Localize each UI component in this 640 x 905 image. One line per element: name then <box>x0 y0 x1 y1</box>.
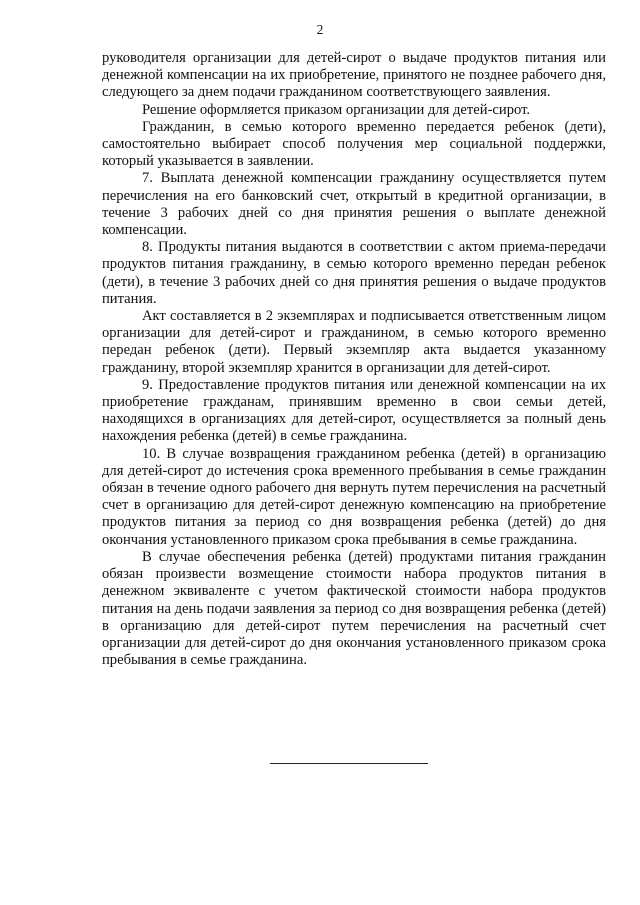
paragraph-citizen-choice: Гражданин, в семью которого временно передается ребенок (дети), самостоятельно выбирает способ получения мер социальной поддержки, который указывается в заявлении. <box>102 118 606 170</box>
paragraph-item-8: 8. Продукты питания выдаются в соответствии с актом приема-передачи продуктов питания гражданину, в семью которого временно передан ребенок (дети), в течение 3 рабочих дней со дня принятия решения о выдаче продуктов питания. <box>102 239 606 307</box>
paragraph-food-reimbursement: В случае обеспечения ребенка (детей) продуктами питания гражданин обязан произвести возмещение стоимости набора продуктов питания в денежном эквиваленте с учетом фактической стоимости набора продуктов питания на день подачи заявления за период со дня возвращения ребенка (детей) в организацию для детей-сирот путем перечисления на расчетный счет организации для детей-сирот до дня окончания установленного приказом срока пребывания в семье гражданина. <box>102 548 606 669</box>
paragraph-decision: Решение оформляется приказом организации для детей-сирот. <box>142 101 531 118</box>
paragraph-item-7: 7. Выплата денежной компенсации гражданину осуществляется путем перечисления на его банковский счет, открытый в кредитной организации, в течение 3 рабочих дней со дня принятия решения о выплате денежной компенсации. <box>102 170 606 239</box>
paragraph-continuation: руководителя организации для детей-сирот о выдаче продуктов питания или денежной компенсации на их приобретение, принятого не позднее рабочего дня, следующего за днем подачи гражданином соответствующего заявления. <box>102 50 606 101</box>
end-separator-line <box>270 763 428 764</box>
paragraph-item-10: 10. В случае возвращения гражданином ребенка (детей) в организацию для детей-сирот до истечения срока временного пребывания в семье гражданин обязан в течение одного рабочего дня вернуть путем перечисления на расчетный счет в организацию для детей-сирот денежную компенсацию на приобретение продуктов питания за период со дня возвращения ребенка (детей) до дня окончания установленного приказом срока пребывания в семье гражданина. <box>102 445 606 548</box>
document-body <box>102 50 606 669</box>
paragraph-item-9: 9. Предоставление продуктов питания или денежной компенсации на их приобретение гражданам, принявшим временно в свои семьи детей, находящихся в организациях для детей-сирот, осуществляется за полный день нахождения ребенка (детей) в семье гражданина. <box>102 376 606 445</box>
paragraph-act: Акт составляется в 2 экземплярах и подписывается ответственным лицом организации для детей-сирот и гражданином, в семью которого временно передан ребенок (дети). Первый экземпляр акта выдается указанному гражданину, второй экземпляр хранится в организации для детей-сирот. <box>102 308 606 376</box>
page-number: 2 <box>316 22 324 37</box>
